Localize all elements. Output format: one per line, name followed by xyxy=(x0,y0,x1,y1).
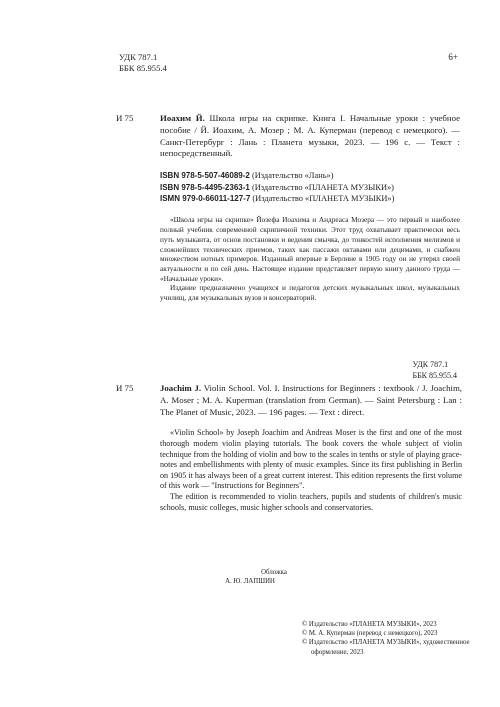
age-rating: 6+ xyxy=(448,52,458,62)
isbn-number: ISBN 978-5-4495-2363-1 xyxy=(160,182,250,192)
isbn-publisher: (Издательство «ПЛАНЕТА МУЗЫКИ») xyxy=(251,182,394,192)
bbk-code: ББК 85.955.4 xyxy=(119,63,167,73)
udk-code: УДК 787.1 xyxy=(412,360,449,369)
catalog-entry-ru xyxy=(160,113,460,303)
cover-artist: А. Ю. ЛАПШИН xyxy=(225,578,275,585)
annotation-ru-2: Издание предназначено учащихся и педагогов детских музыкальных школ, музыкальных училищ, для музыкальных вузов и консерваторий. xyxy=(160,283,460,303)
bibliographic-description-en xyxy=(160,383,462,418)
isbn-number: ISBN 978-5-507-46089-2 xyxy=(160,171,250,181)
isbn-publisher: (Издательство «ПЛАНЕТА МУЗЫКИ») xyxy=(252,194,395,203)
annotation-en-2: The edition is recommended to violin teachers, pupils and students of children's music schools, music colleges, music higher schools and conservatories. xyxy=(160,491,462,512)
copyright-notices xyxy=(302,620,474,657)
description-text-en: Violin School. Vol. I. Instructions for Beginners : textbook / J. Joachim, A. Moser ; M. A. Kuperman (translation from German). — Saint Petersburg : Lan : The Planet of Music, 2023. — 196 pages. — Text : direct. xyxy=(160,383,462,417)
copyright-line: © Издательство «ПЛАНЕТА МУЗЫКИ», 2023 xyxy=(302,621,437,628)
isbn-line xyxy=(160,182,460,193)
annotation-en-1: «Violin School» by Joseph Joachim and Andreas Moser is the first and one of the most thorough modern violin playing tutorials. The book covers the whole subject of violin technique from the holding of violin and bow to the scales in tenths or style of playing grace-notes and embellishments with plenty of music examples. Since its first publishing in Berlin on 1905 it has always been of a great current interest. This edition represents the first volume of this work — "Instructions for Beginners". xyxy=(160,428,462,491)
copyright-line: © Издательство «ПЛАНЕТА МУЗЫКИ», художественное оформление, 2023 xyxy=(302,639,470,656)
catalog-entry-en xyxy=(160,383,462,513)
bibliographic-description-ru xyxy=(160,113,460,160)
author-mark-ru: И 75 xyxy=(116,113,134,123)
bbk-code: ББК 85.955.4 xyxy=(412,370,457,380)
author-mark-en: И 75 xyxy=(116,383,134,393)
udk-code: УДК 787.1 xyxy=(119,52,158,62)
isbn-number: ISMN 979-0-66011-127-7 xyxy=(160,194,251,203)
annotation-ru-1: «Школа игры на скрипке» Йозефа Иоахима и Андреаса Мозера — это первый и наиболее полный учебник современной скрипичной техники. Этот труд охватывает практически весь путь музыканта, от основ постановки и ведения смычка, до тонкостей исполнения мелизмов и сложнейших технических приемов, таких как пассажи октавами или децимами, и снабжен множеством нотных примеров. Изданный впервые в Берлине в 1905 году он не утерял своей актуальности и по сей день. Настоящее издание представляет первую книгу данного труда — «Начальные уроки». xyxy=(160,215,460,283)
classification-top xyxy=(119,52,167,74)
cover-label: Обложка xyxy=(261,569,287,576)
description-text-ru: Школа игры на скрипке. Книга I. Начальные уроки : учебное пособие / Й. Иоахим, А. Мозер ; М. А. Куперман (перевод с немецкого). — Санкт-Петербург : Лань : Планета музыки, 2023. — 196 с. — Текст : непосредственный. xyxy=(160,113,461,159)
isbn-list xyxy=(160,170,460,204)
author-en: Joachim J. xyxy=(160,383,202,393)
isbn-publisher: (Издательство «Лань») xyxy=(251,171,334,181)
isbn-line xyxy=(160,170,460,181)
copyright-line: © М. А. Куперман (перевод с немецкого), 2023 xyxy=(302,630,438,638)
classification-mid xyxy=(412,360,457,381)
isbn-line xyxy=(160,193,460,204)
cover-credit xyxy=(0,568,500,586)
author-ru: Иоахим Й. xyxy=(160,113,205,123)
